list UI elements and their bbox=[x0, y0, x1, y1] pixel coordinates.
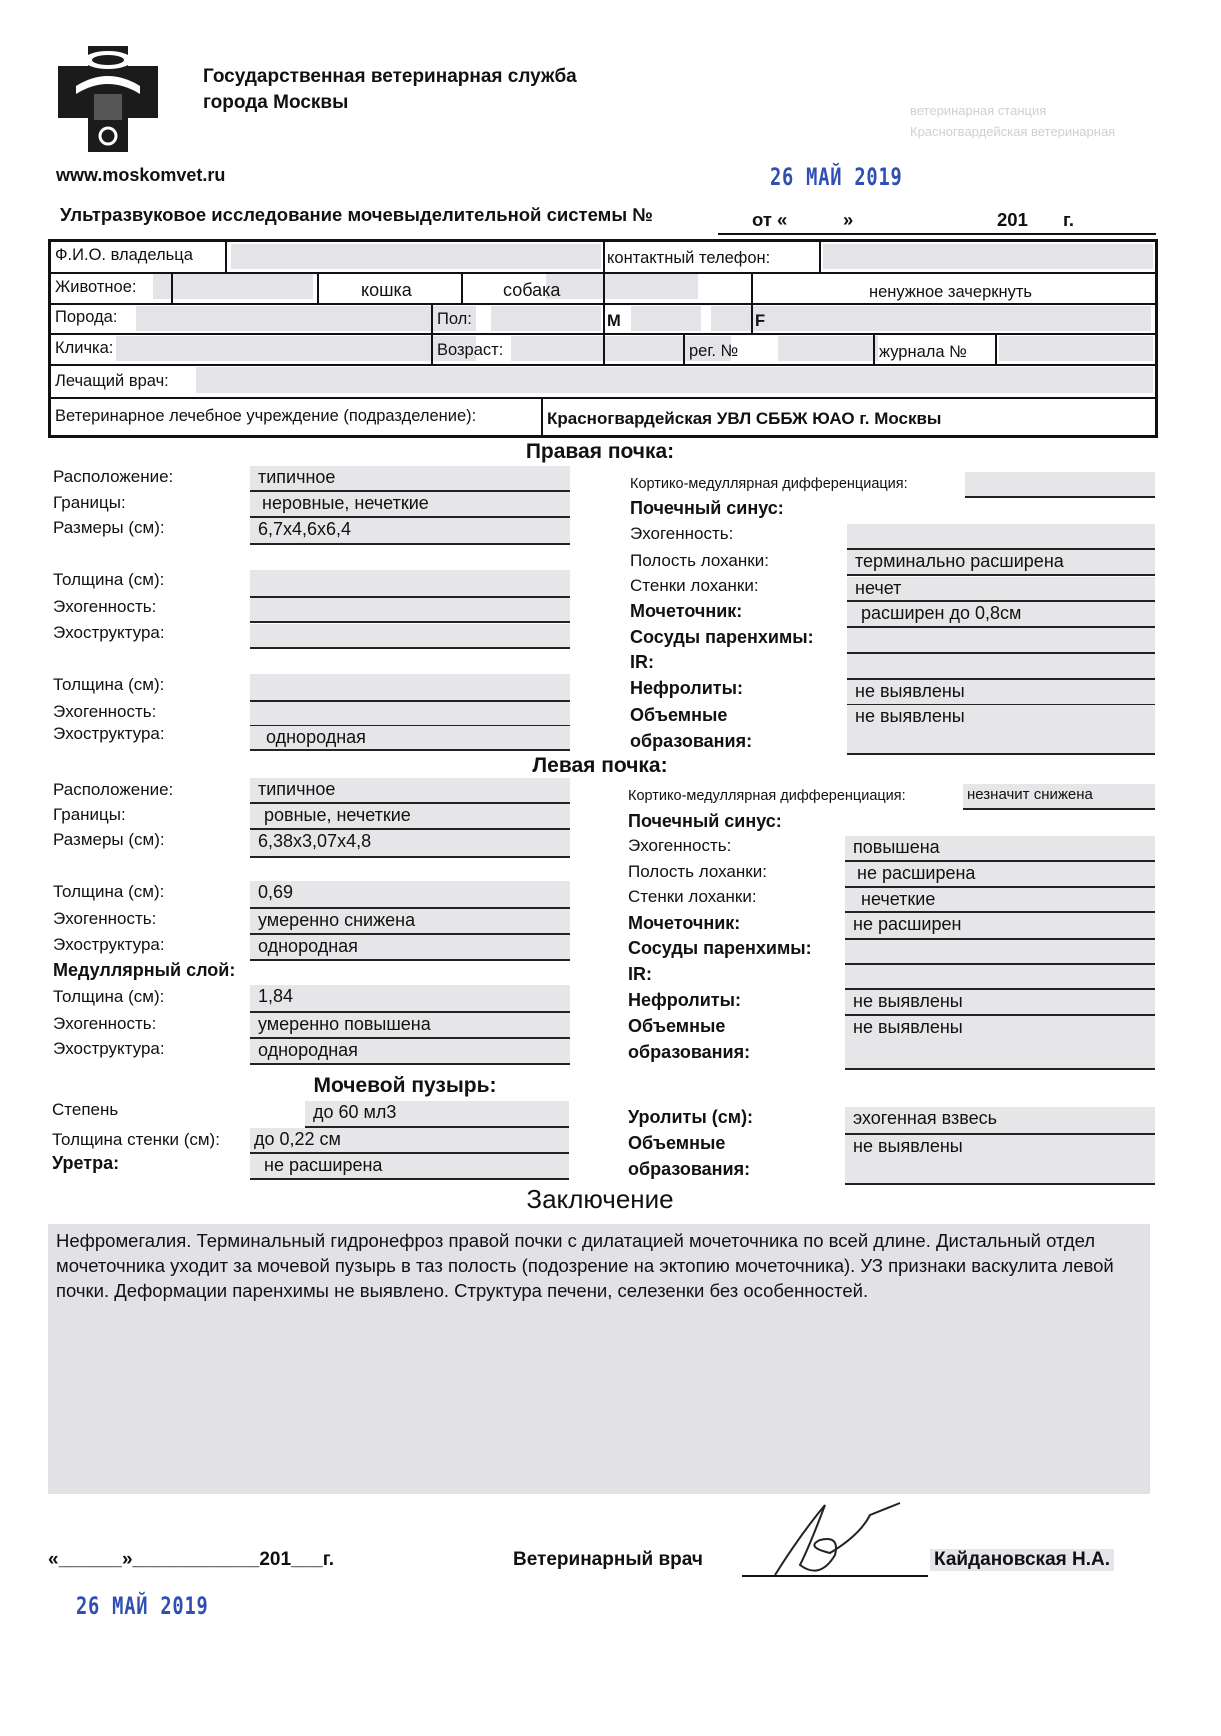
bladder-wall-label: Толщина стенки (см): bbox=[52, 1130, 220, 1149]
lk-vessels-label: Сосуды паренхимы: bbox=[628, 938, 812, 958]
title-year: 201 bbox=[997, 209, 1028, 230]
lk-struct2-label: Эхоструктура: bbox=[53, 1039, 165, 1058]
rk-size-field[interactable]: 6,7х4,6х6,4 bbox=[250, 518, 570, 545]
rk-ureter-label: Мочеточник: bbox=[630, 601, 743, 621]
footer-date-template: «______»____________201___г. bbox=[48, 1549, 335, 1570]
rk-pelvis-field[interactable]: терминально расширена bbox=[847, 550, 1155, 576]
conclusion-text[interactable]: Нефромегалия. Терминальный гидронефроз правой почки с дилатацией мочеточника по всей длине. Дистальный отдел мочеточника уходит за мочевой пузырь в таз полость (подозрение на эктопию мочеточника). УЗ признаки васкулита левой почки. Деформации паренхимы не выявлено. Структура печени, селезенки без особенностей. bbox=[48, 1224, 1150, 1494]
lk-pelvis-label: Полость лоханки: bbox=[628, 862, 767, 881]
animal-label: Животное: bbox=[55, 278, 137, 296]
rk-nephro-field[interactable]: не выявлены bbox=[847, 680, 1155, 706]
rk-ir-label: IR: bbox=[630, 652, 654, 672]
rk-struct2-field[interactable]: однородная bbox=[250, 726, 570, 751]
clinic-label: Ветеринарное лечебное учреждение (подразделение): bbox=[55, 407, 477, 425]
uroliths-field[interactable]: эхогенная взвесь bbox=[845, 1107, 1155, 1135]
bladder-wall-field[interactable]: до 0,22 см bbox=[250, 1128, 569, 1154]
watermark-line1: ветеринарная станция bbox=[910, 103, 1047, 118]
urethra-field[interactable]: не расширена bbox=[250, 1154, 569, 1180]
title-close-quote: » bbox=[843, 209, 854, 230]
lk-struct2-field[interactable]: однородная bbox=[250, 1039, 570, 1065]
org-name-line2: города Москвы bbox=[203, 92, 349, 113]
rk-pelvis-walls-label: Стенки лоханки: bbox=[630, 576, 759, 595]
pet-name-label: Кличка: bbox=[55, 339, 114, 357]
rk-mass-field[interactable]: не выявлены bbox=[847, 705, 1155, 755]
rk-pelvis-label: Полость лоханки: bbox=[630, 551, 769, 570]
lk-ureter-field[interactable]: не расширен bbox=[845, 913, 1155, 940]
left-kidney-heading: Левая почка: bbox=[532, 754, 668, 777]
org-name-line1: Государственная ветеринарная служба bbox=[203, 66, 577, 87]
lk-location-label: Расположение: bbox=[53, 780, 174, 799]
bladder-degree-label: Степень bbox=[52, 1100, 119, 1119]
footer-doctor-name: Кайдановская Н.А. bbox=[930, 1549, 1114, 1571]
rk-pelvis-walls-field[interactable]: нечет bbox=[847, 577, 1155, 602]
sex-label: Пол: bbox=[437, 310, 472, 328]
uroliths-label: Уролиты (см): bbox=[628, 1107, 754, 1127]
title-underline bbox=[718, 233, 1156, 235]
rk-borders-label: Границы: bbox=[53, 493, 126, 512]
bladder-mass-label2: образования: bbox=[628, 1159, 751, 1179]
reg-number-label: рег. № bbox=[689, 342, 739, 360]
bladder-heading: Мочевой пузырь: bbox=[313, 1074, 497, 1097]
lk-echo1-field[interactable]: умеренно снижена bbox=[250, 909, 570, 935]
rk-ir-field[interactable] bbox=[847, 654, 1155, 680]
patient-info-table bbox=[48, 239, 1158, 438]
rk-location-field[interactable]: типичное bbox=[250, 466, 570, 492]
rk-thick1-field[interactable] bbox=[250, 570, 570, 598]
lk-mass-label2: образования: bbox=[628, 1042, 751, 1062]
rk-mass-label1: Объемные bbox=[630, 705, 728, 725]
lk-struct1-field[interactable]: однородная bbox=[250, 935, 570, 961]
lk-echo1-label: Эхогенность: bbox=[53, 909, 157, 928]
watermark-line2: Красногвардейская ветеринарная bbox=[910, 124, 1116, 139]
lk-thick2-label: Толщина (см): bbox=[53, 987, 165, 1006]
rk-thick1-label: Толщина (см): bbox=[53, 570, 165, 589]
lk-borders-field[interactable]: ровные, нечеткие bbox=[250, 804, 570, 830]
rk-echo1-label: Эхогенность: bbox=[53, 597, 157, 616]
doctor-label: Лечащий врач: bbox=[55, 372, 169, 390]
rk-thick2-field[interactable] bbox=[250, 674, 570, 702]
lk-thick1-field[interactable]: 0,69 bbox=[250, 881, 570, 909]
rk-borders-field[interactable]: неровные, нечеткие bbox=[250, 492, 570, 518]
breed-label: Порода: bbox=[55, 308, 118, 326]
bladder-mass-label1: Объемные bbox=[628, 1133, 726, 1153]
lk-medulla-label: Медуллярный слой: bbox=[53, 960, 236, 980]
rk-struct2-label: Эхоструктура: bbox=[53, 724, 165, 743]
lk-ir-label: IR: bbox=[628, 964, 652, 984]
conclusion-heading: Заключение bbox=[526, 1184, 674, 1214]
lk-size-field[interactable]: 6,38х3,07х4,8 bbox=[250, 830, 570, 858]
doctor-signature bbox=[770, 1495, 910, 1580]
date-stamp-bottom: 26 МАЙ 2019 bbox=[76, 1592, 209, 1620]
rk-struct1-label: Эхоструктура: bbox=[53, 623, 165, 642]
lk-borders-label: Границы: bbox=[53, 805, 126, 824]
lk-nephro-label: Нефролиты: bbox=[628, 990, 741, 1010]
rk-struct1-field[interactable] bbox=[250, 624, 570, 649]
rk-vessels-label: Сосуды паренхимы: bbox=[630, 627, 814, 647]
lk-pelvis-field[interactable]: не расширена bbox=[845, 862, 1155, 888]
lk-mass-field[interactable]: не выявлены bbox=[845, 1016, 1155, 1070]
moskomvet-logo bbox=[58, 46, 158, 152]
sex-option-f[interactable]: F bbox=[755, 312, 766, 330]
footer-doctor-label: Ветеринарный врач bbox=[513, 1549, 703, 1570]
rk-echo1-field[interactable] bbox=[250, 598, 570, 623]
rk-size-label: Размеры (см): bbox=[53, 518, 165, 537]
lk-sinus-echo-label: Эхогенность: bbox=[628, 836, 732, 855]
lk-mass-label1: Объемные bbox=[628, 1016, 726, 1036]
rk-thick2-label: Толщина (см): bbox=[53, 675, 165, 694]
rk-mass-label2: образования: bbox=[630, 731, 753, 751]
rk-sinus-echo-label: Эхогенность: bbox=[630, 524, 734, 543]
rk-echo2-label: Эхогенность: bbox=[53, 702, 157, 721]
website-link[interactable]: www.moskomvet.ru bbox=[56, 165, 226, 185]
rk-location-label: Расположение: bbox=[53, 467, 174, 486]
lk-echo2-field[interactable]: умеренно повышена bbox=[250, 1013, 570, 1039]
title-year-suffix: г. bbox=[1063, 209, 1074, 230]
lk-sinus-echo-field[interactable]: повышена bbox=[845, 836, 1155, 862]
rk-cmd-label: Кортико-медуллярная дифференциация: bbox=[630, 476, 908, 492]
lk-struct1-label: Эхоструктура: bbox=[53, 935, 165, 954]
journal-number-label: журнала № bbox=[879, 343, 967, 361]
age-label: Возраст: bbox=[437, 341, 504, 359]
rk-nephro-label: Нефролиты: bbox=[630, 678, 743, 698]
page-title: Ультразвуковое исследование мочевыделительной системы № bbox=[60, 204, 653, 225]
rk-sinus-echo-field[interactable] bbox=[847, 524, 1155, 550]
title-from: от « bbox=[752, 209, 788, 230]
lk-nephro-field[interactable]: не выявлены bbox=[845, 990, 1155, 1016]
lk-location-field[interactable]: типичное bbox=[250, 778, 570, 804]
right-kidney-heading: Правая почка: bbox=[525, 440, 675, 463]
lk-thick1-label: Толщина (см): bbox=[53, 882, 165, 901]
lk-pelvis-walls-label: Стенки лоханки: bbox=[628, 887, 757, 906]
owner-label: Ф.И.О. владельца bbox=[55, 246, 193, 264]
lk-ir-field[interactable] bbox=[845, 965, 1155, 990]
animal-option-dog[interactable]: собака bbox=[503, 280, 561, 300]
lk-vessels-field[interactable] bbox=[845, 940, 1155, 965]
lk-ureter-label: Мочеточник: bbox=[628, 913, 741, 933]
lk-sinus-label: Почечный синус: bbox=[628, 811, 782, 831]
rk-ureter-field[interactable]: расширен до 0,8см bbox=[847, 602, 1155, 628]
rk-cmd-field[interactable] bbox=[965, 472, 1155, 498]
date-stamp-top: 26 МАЙ 2019 bbox=[770, 163, 903, 191]
lk-thick2-field[interactable]: 1,84 bbox=[250, 985, 570, 1013]
lk-pelvis-walls-field[interactable]: нечеткие bbox=[845, 888, 1155, 913]
urethra-label: Уретра: bbox=[52, 1153, 120, 1173]
phone-label: контактный телефон: bbox=[607, 249, 771, 267]
bladder-mass-field[interactable]: не выявлены bbox=[845, 1135, 1155, 1185]
rk-vessels-field[interactable] bbox=[847, 628, 1155, 654]
lk-echo2-label: Эхогенность: bbox=[53, 1014, 157, 1033]
signature-icon bbox=[770, 1495, 910, 1580]
bladder-degree-field[interactable]: до 60 мл3 bbox=[305, 1101, 569, 1128]
logo-emblem-icon bbox=[58, 46, 158, 152]
lk-size-label: Размеры (см): bbox=[53, 830, 165, 849]
animal-option-cat[interactable]: кошка bbox=[361, 280, 412, 300]
sex-option-m[interactable]: M bbox=[607, 312, 621, 330]
lk-cmd-field[interactable]: незначит снижена bbox=[963, 784, 1155, 810]
strike-note: ненужное зачеркнуть bbox=[869, 283, 1032, 301]
rk-sinus-label: Почечный синус: bbox=[630, 498, 784, 518]
clinic-value: Красногвардейская УВЛ СББЖ ЮАО г. Москвы bbox=[547, 409, 942, 428]
rk-echo2-field[interactable] bbox=[250, 702, 570, 727]
lk-cmd-label: Кортико-медуллярная дифференциация: bbox=[628, 788, 906, 804]
